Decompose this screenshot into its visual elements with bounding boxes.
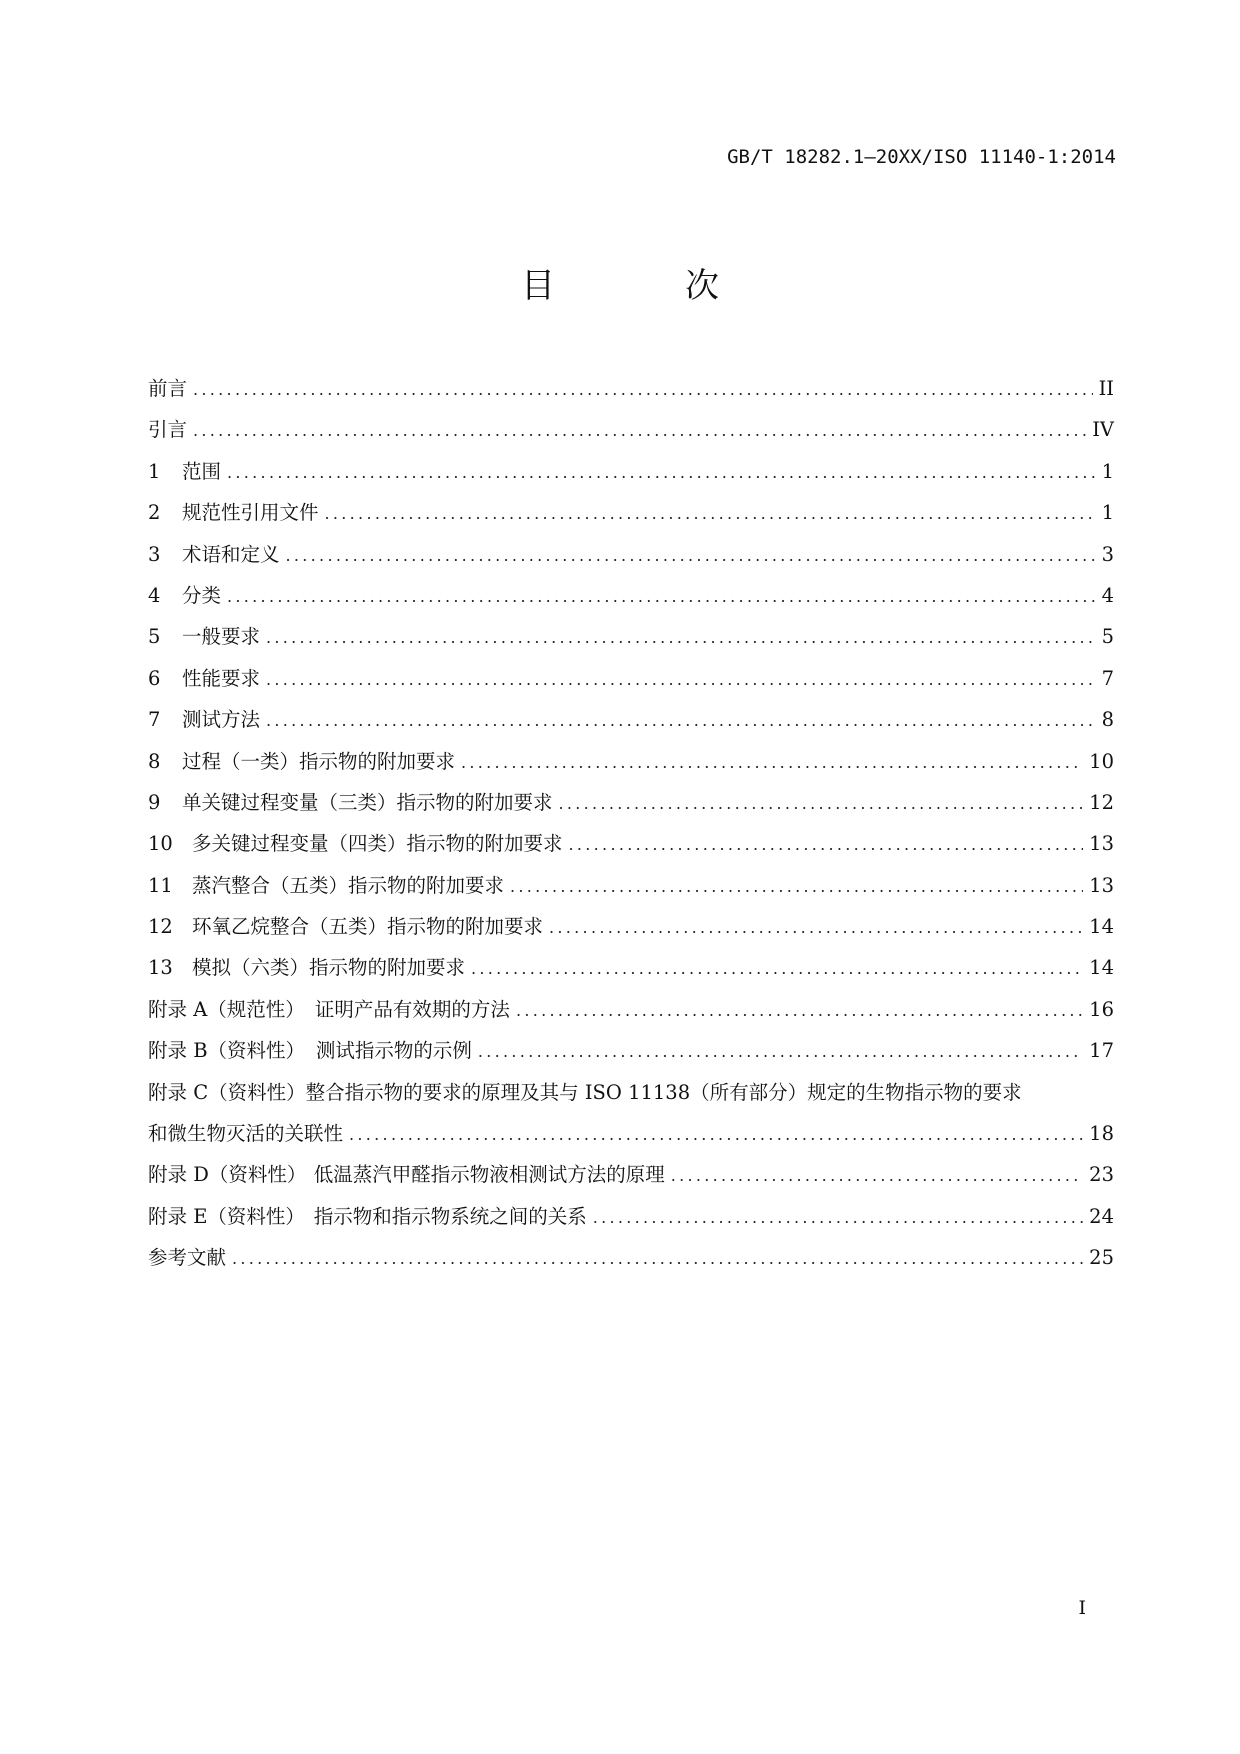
- table-of-contents: [148, 368, 1114, 1279]
- toc-entry-label-continued: 和微生物灭活的关联性: [148, 1122, 344, 1146]
- toc-leader-dots: [227, 452, 1096, 493]
- toc-entry-page: 8: [1101, 708, 1114, 732]
- toc-appendix-entry[interactable]: [148, 1030, 1114, 1071]
- toc-entry-label: 测试方法: [182, 708, 261, 732]
- toc-entry-page: 4: [1101, 583, 1114, 607]
- toc-entry-label: 范围: [182, 459, 222, 483]
- toc-entry[interactable]: [148, 782, 1114, 823]
- toc-leader-dots: [193, 369, 1093, 410]
- toc-entry-label: 证明产品有效期的方法: [314, 997, 510, 1021]
- toc-entry-number: 11: [148, 873, 173, 897]
- toc-entry-label: 测试指示物的示例: [315, 1039, 472, 1063]
- toc-entry[interactable]: [148, 409, 1114, 450]
- toc-leader-dots: [193, 410, 1086, 451]
- appendix-prefix: 附录 C（资料性）: [148, 1080, 306, 1104]
- toc-entry-number: 5: [148, 625, 161, 649]
- toc-entry-label: 整合指示物的要求的原理及其与 ISO 11138（所有部分）规定的生物指示物的要求: [305, 1080, 1022, 1104]
- toc-entry-number: 10: [148, 832, 173, 856]
- toc-entry[interactable]: [148, 741, 1114, 782]
- toc-leader-dots: [671, 1155, 1083, 1196]
- toc-leader-dots: [559, 783, 1084, 824]
- toc-entry-page: 16: [1089, 997, 1114, 1021]
- toc-entry-number: 8: [148, 749, 161, 773]
- toc-entry-page: 1: [1101, 459, 1114, 483]
- toc-leader-dots: [349, 1114, 1083, 1155]
- toc-leader-dots: [232, 1238, 1083, 1279]
- toc-entry-label: 分类: [182, 583, 222, 607]
- toc-entry-label: 参考文献: [148, 1246, 227, 1270]
- toc-entry-page: 13: [1089, 832, 1114, 856]
- toc-entry-label: 环氧乙烷整合（五类）指示物的附加要求: [192, 915, 544, 939]
- toc-entry-page: 3: [1101, 542, 1114, 566]
- toc-appendix-entry[interactable]: [148, 989, 1114, 1030]
- toc-entry-label: 一般要求: [182, 625, 261, 649]
- toc-appendix-entry[interactable]: [148, 1154, 1114, 1195]
- toc-entry[interactable]: [148, 575, 1114, 616]
- toc-entry-page: 14: [1089, 956, 1114, 980]
- toc-entry-page: IV: [1092, 418, 1114, 442]
- toc-entry-label: 性能要求: [182, 666, 261, 690]
- toc-entry-label: 模拟（六类）指示物的附加要求: [192, 956, 466, 980]
- toc-entry-label: 前言: [148, 377, 188, 400]
- toc-entry-label: 低温蒸汽甲醛指示物液相测试方法的原理: [313, 1163, 665, 1187]
- toc-appendix-entry-wrapped[interactable]: [148, 1072, 1114, 1113]
- toc-entry-label: 指示物和指示物系统之间的关系: [313, 1204, 587, 1228]
- appendix-prefix: 附录 E（资料性）: [148, 1204, 305, 1228]
- toc-leader-dots: [266, 700, 1096, 741]
- toc-leader-dots: [516, 990, 1083, 1031]
- toc-entry-label: 蒸汽整合（五类）指示物的附加要求: [192, 873, 505, 897]
- toc-entry-page: 17: [1089, 1039, 1114, 1063]
- toc-leader-dots: [227, 576, 1096, 617]
- toc-entry-number: 12: [148, 915, 173, 939]
- toc-entry-page: 5: [1101, 625, 1114, 649]
- toc-entry-label: 多关键过程变量（四类）指示物的附加要求: [192, 832, 563, 856]
- toc-entry[interactable]: [148, 906, 1114, 947]
- toc-entry-references[interactable]: [148, 1237, 1114, 1278]
- toc-entry[interactable]: [148, 616, 1114, 657]
- toc-appendix-entry-continuation[interactable]: [148, 1113, 1114, 1154]
- toc-entry-page: II: [1098, 377, 1114, 400]
- toc-leader-dots: [461, 742, 1083, 783]
- toc-entry-page: 18: [1089, 1122, 1114, 1146]
- toc-entry-label: 术语和定义: [182, 542, 280, 566]
- toc-entry[interactable]: [148, 368, 1114, 409]
- toc-entry-label: 规范性引用文件: [182, 501, 319, 525]
- page-number: I: [1078, 1597, 1086, 1619]
- toc-leader-dots: [478, 1031, 1083, 1072]
- toc-entry-number: 3: [148, 542, 161, 566]
- toc-entry-page: 7: [1101, 666, 1114, 690]
- toc-entry-number: 13: [148, 956, 173, 980]
- toc-entry-number: 2: [148, 501, 161, 525]
- toc-entry[interactable]: [148, 534, 1114, 575]
- toc-entry-number: 1: [148, 459, 161, 483]
- toc-entry-page: 14: [1089, 915, 1114, 939]
- toc-entry[interactable]: [148, 658, 1114, 699]
- toc-leader-dots: [569, 824, 1084, 865]
- toc-leader-dots: [266, 617, 1096, 658]
- toc-entry[interactable]: [148, 947, 1114, 988]
- appendix-prefix: 附录 A（规范性）: [148, 997, 305, 1021]
- toc-entry[interactable]: [148, 492, 1114, 533]
- toc-entry[interactable]: [148, 865, 1114, 906]
- toc-entry-number: 7: [148, 708, 161, 732]
- toc-entry-page: 24: [1089, 1204, 1114, 1228]
- document-code: GB/T 18282.1—20XX/ISO 11140-1:2014: [727, 146, 1116, 168]
- toc-leader-dots: [471, 948, 1083, 989]
- appendix-prefix: 附录 B（资料性）: [148, 1039, 306, 1063]
- toc-entry-page: 23: [1089, 1163, 1114, 1187]
- toc-leader-dots: [593, 1197, 1083, 1238]
- toc-entry-page: 1: [1101, 501, 1114, 525]
- toc-entry-number: 4: [148, 583, 161, 607]
- toc-title: 目 次: [521, 266, 767, 306]
- toc-entry-label: 过程（一类）指示物的附加要求: [182, 749, 456, 773]
- toc-entry[interactable]: [148, 823, 1114, 864]
- toc-leader-dots: [549, 907, 1083, 948]
- toc-entry-number: 9: [148, 790, 161, 814]
- toc-entry[interactable]: [148, 699, 1114, 740]
- toc-entry-number: 6: [148, 666, 161, 690]
- toc-entry-label: 引言: [148, 418, 188, 442]
- toc-leader-dots: [286, 535, 1096, 576]
- toc-entry-page: 13: [1089, 873, 1114, 897]
- toc-entry-label: 单关键过程变量（三类）指示物的附加要求: [182, 790, 553, 814]
- toc-leader-dots: [266, 659, 1096, 700]
- toc-leader-dots: [510, 866, 1083, 907]
- toc-appendix-entry[interactable]: [148, 1196, 1114, 1237]
- appendix-prefix: 附录 D（资料性）: [148, 1163, 307, 1187]
- toc-entry-page: 25: [1089, 1246, 1114, 1270]
- toc-leader-dots: [325, 493, 1096, 534]
- toc-entry-page: 10: [1089, 749, 1114, 773]
- toc-entry[interactable]: [148, 451, 1114, 492]
- toc-entry-page: 12: [1089, 790, 1114, 814]
